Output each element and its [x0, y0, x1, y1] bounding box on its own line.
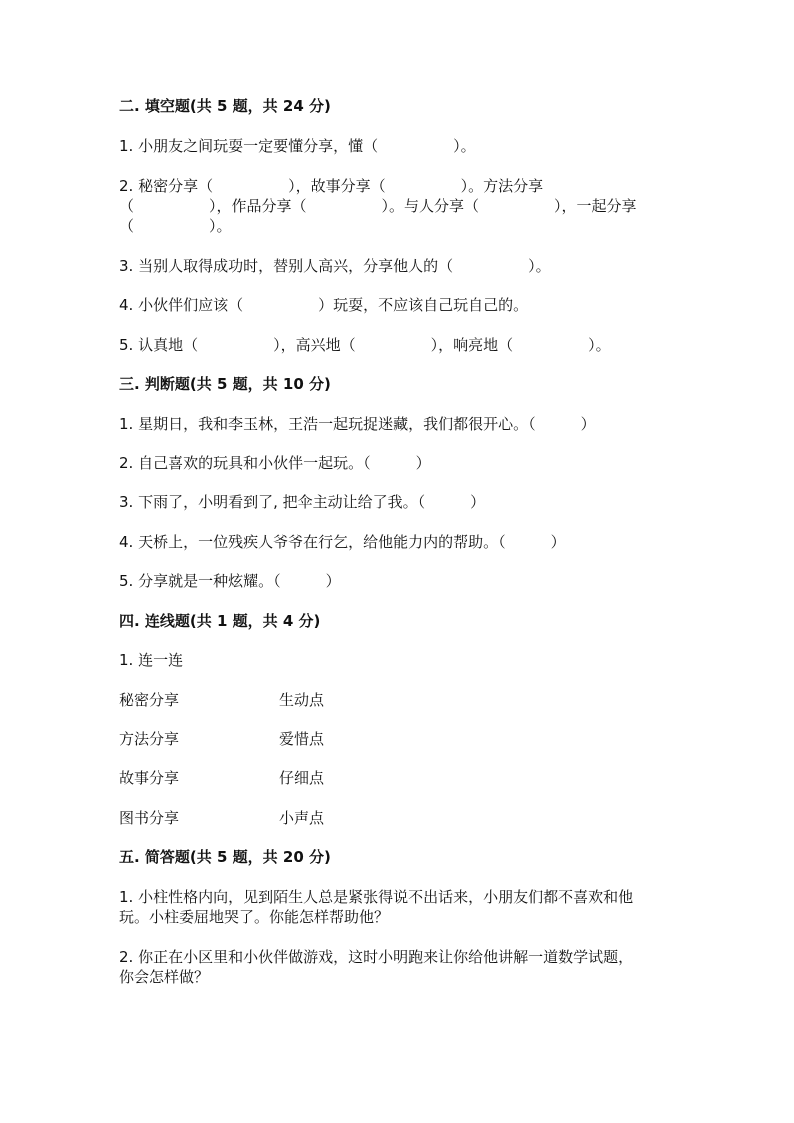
match-right-item: 仔细点	[279, 769, 325, 787]
match-section-heading: 四. 连线题(共 1 题，共 4 分)	[119, 612, 321, 630]
match-left-item: 方法分享	[119, 730, 180, 748]
judge-section-heading: 三. 判断题(共 5 题，共 10 分)	[119, 375, 331, 393]
match-right-item: 生动点	[279, 691, 325, 709]
short-answer-section-heading: 五. 简答题(共 5 题，共 20 分)	[119, 848, 331, 866]
fill-question-4: 4. 小伙伴们应该（ ）玩耍，不应该自己玩自己的。	[119, 296, 529, 314]
judge-question-5: 5. 分享就是一种炫耀。（ ）	[119, 572, 341, 590]
fill-question-5: 5. 认真地（ ），高兴地（ ），响亮地（ ）。	[119, 336, 611, 354]
match-question-1: 1. 连一连	[119, 651, 184, 669]
fill-question-3: 3. 当别人取得成功时，替别人高兴，分享他人的（ ）。	[119, 257, 551, 275]
short-answer-question-1-line-2: 玩。小柱委屈地哭了。你能怎样帮助他？	[119, 908, 390, 926]
short-answer-question-2-line-2: 你会怎样做？	[119, 968, 210, 986]
judge-question-3: 3. 下雨了，小明看到了, 把伞主动让给了我。（ ）	[119, 493, 486, 511]
fill-question-2-line-1: 2. 秘密分享（ ），故事分享（ ）。方法分享	[119, 177, 544, 195]
match-right-item: 小声点	[279, 809, 325, 827]
short-answer-question-1-line-1: 1. 小柱性格内向，见到陌生人总是紧张得说不出话来，小朋友们都不喜欢和他	[119, 888, 634, 906]
match-left-item: 故事分享	[119, 769, 180, 787]
match-right-item: 爱惜点	[279, 730, 325, 748]
judge-question-4: 4. 天桥上，一位残疾人爷爷在行乞，给他能力内的帮助。（ ）	[119, 533, 566, 551]
judge-question-1: 1. 星期日，我和李玉林，王浩一起玩捉迷藏，我们都很开心。（ ）	[119, 415, 596, 433]
fill-section-heading: 二. 填空题(共 5 题，共 24 分)	[119, 97, 331, 115]
fill-question-2-line-3: （ ）。	[119, 217, 232, 235]
fill-question-2-line-2: （ ），作品分享（ ）。与人分享（ ），一起分享	[119, 197, 637, 215]
short-answer-question-2-line-1: 2. 你正在小区里和小伙伴做游戏，这时小明跑来让你给他讲解一道数学试题，	[119, 948, 634, 966]
match-left-item: 秘密分享	[119, 691, 180, 709]
fill-question-1: 1. 小朋友之间玩耍一定要懂分享，懂（ ）。	[119, 137, 476, 155]
judge-question-2: 2. 自己喜欢的玩具和小伙伴一起玩。（ ）	[119, 454, 431, 472]
match-left-item: 图书分享	[119, 809, 180, 827]
